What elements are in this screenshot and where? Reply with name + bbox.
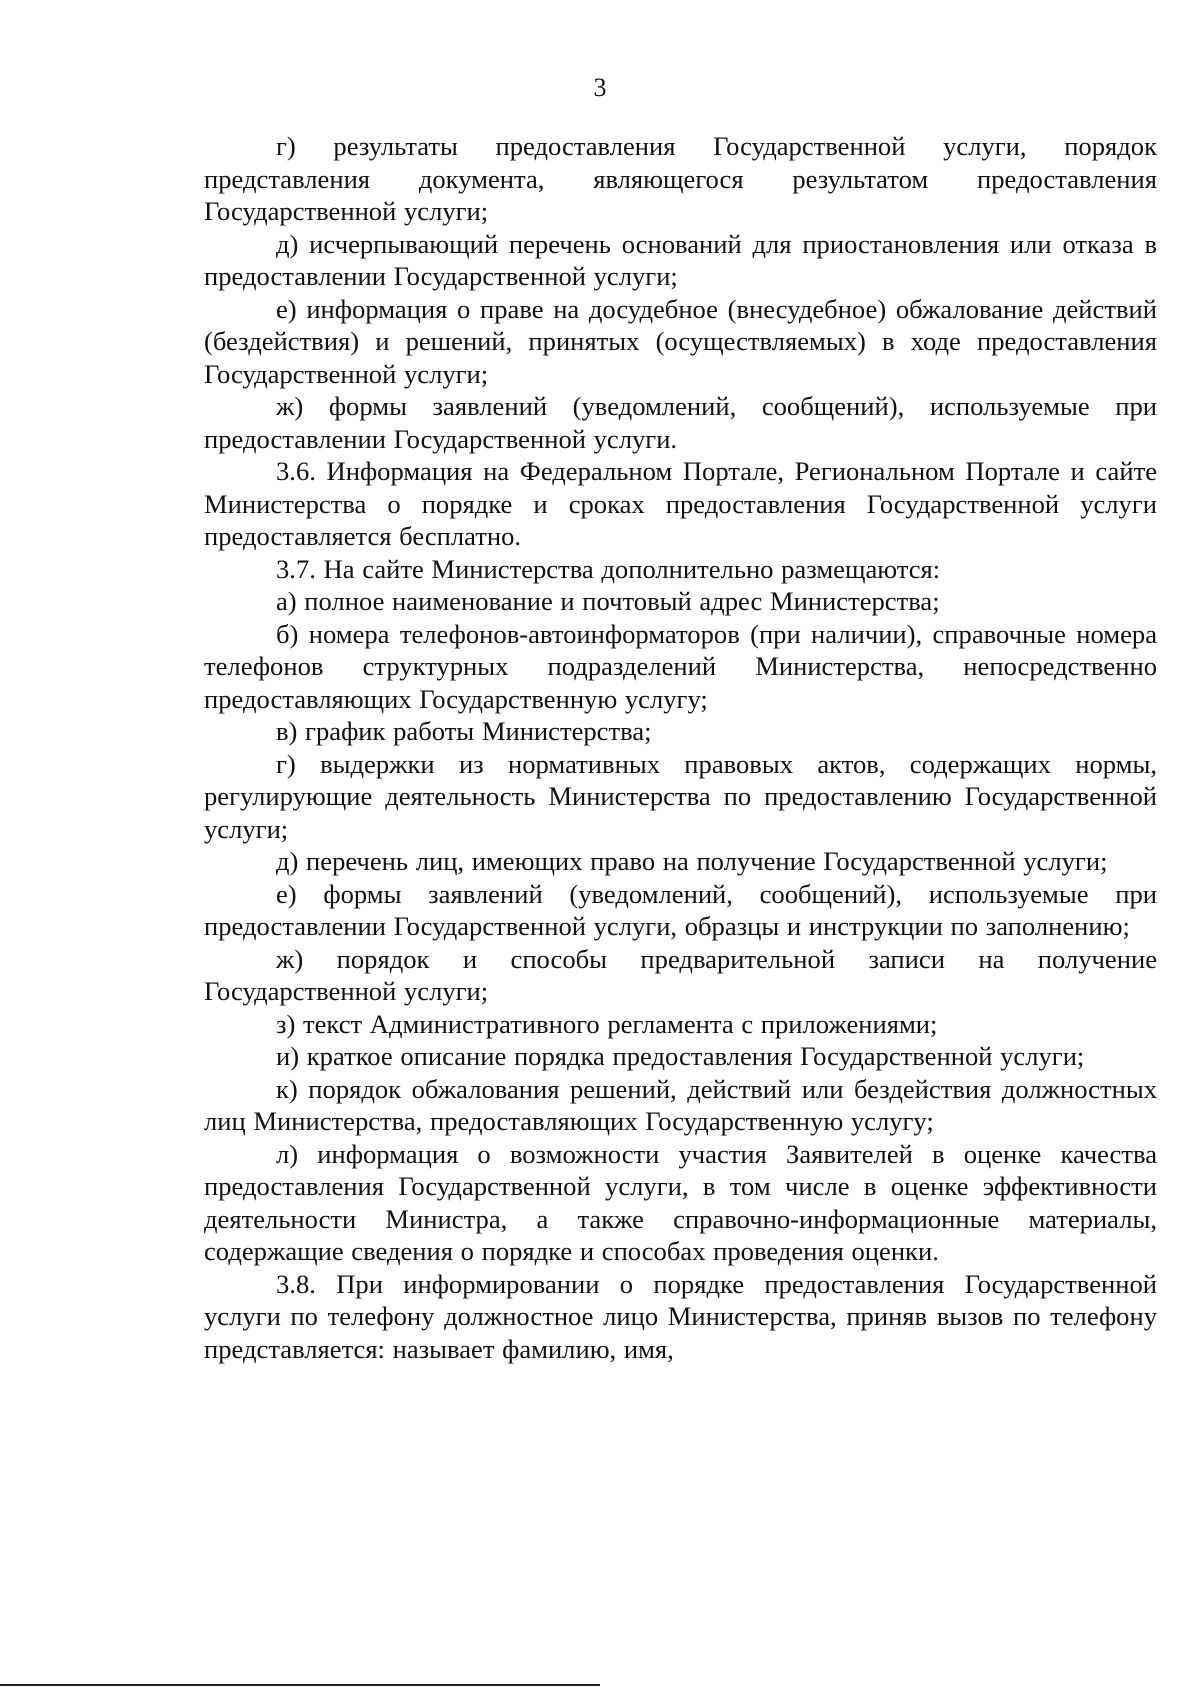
list-item-e-forms-and-samples: е) формы заявлений (уведомлений, сообщений), используемые при предоставлении Государственной услуги, образцы и инструкции по заполнению;: [204, 878, 1157, 941]
paragraph-result-of-service: г) результаты предоставления Государственной услуги, порядок представления документа, являющегося результатом предоставления Государственной услуги;: [204, 131, 1157, 226]
bottom-divider: [0, 1684, 600, 1686]
paragraph-grounds-for-refusal: д) исчерпывающий перечень оснований для приостановления или отказа в предоставлении Государственной услуги;: [204, 228, 1157, 291]
page-number: 3: [593, 73, 607, 102]
list-item-g-legal-acts: г) выдержки из нормативных правовых актов, содержащих нормы, регулирующие деятельность Министерства по предоставлению Государственной услуги;: [204, 748, 1157, 844]
document-body: [204, 130, 1157, 1365]
paragraph-right-to-appeal: е) информация о праве на досудебное (внесудебное) обжалование действий (бездействия) и решений, принятых (осуществляемых) в ходе предоставления Государственной услуги;: [204, 293, 1157, 389]
list-item-z-regulation-text: з) текст Административного регламента с приложениями;: [276, 1008, 938, 1039]
list-item-zh-preregistration: ж) порядок и способы предварительной записи на получение Государственной услуги;: [204, 943, 1157, 1006]
list-item-v-work-schedule: в) график работы Министерства;: [276, 716, 652, 746]
paragraph-section-3-6: 3.6. Информация на Федеральном Портале, Региональном Портале и сайте Министерства о порядке и сроках предоставления Государственной услуги предоставляется бесплатно.: [204, 456, 1157, 551]
list-item-d-eligible-persons: д) перечень лиц, имеющих право на получение Государственной услуги;: [276, 846, 1108, 876]
list-item-b-phone-numbers: б) номера телефонов-автоинформаторов (при наличии), справочные номера телефонов структурных подразделений Министерства, непосредственно предоставляющих Государственную услугу;: [204, 618, 1157, 714]
list-item-i-procedure-summary: и) краткое описание порядка предоставления Государственной услуги;: [276, 1041, 1085, 1071]
paragraph-application-forms: ж) формы заявлений (уведомлений, сообщений), используемые при предоставлении Государственной услуги.: [204, 391, 1157, 454]
paragraph-section-3-7: 3.7. На сайте Министерства дополнительно размещаются:: [276, 553, 941, 584]
list-item-a-name-and-address: а) полное наименование и почтовый адрес Министерства;: [276, 586, 940, 616]
list-item-l-quality-assessment: л) информация о возможности участия Заявителей в оценке качества предоставления Государственной услуги, в том числе в оценке эффективности деятельности Министра, а также справочно-информационные материалы, содержащие сведения о порядке и способах проведения оценки.: [204, 1138, 1157, 1266]
list-item-k-appeal-procedure: к) порядок обжалования решений, действий или бездействия должностных лиц Министерства, предоставляющих Государственную услугу;: [204, 1073, 1157, 1136]
paragraph-section-3-8: 3.8. При информировании о порядке предоставления Государственной услуги по телефону должностное лицо Министерства, приняв вызов по телефону представляется: называет фамилию, имя,: [204, 1268, 1157, 1364]
